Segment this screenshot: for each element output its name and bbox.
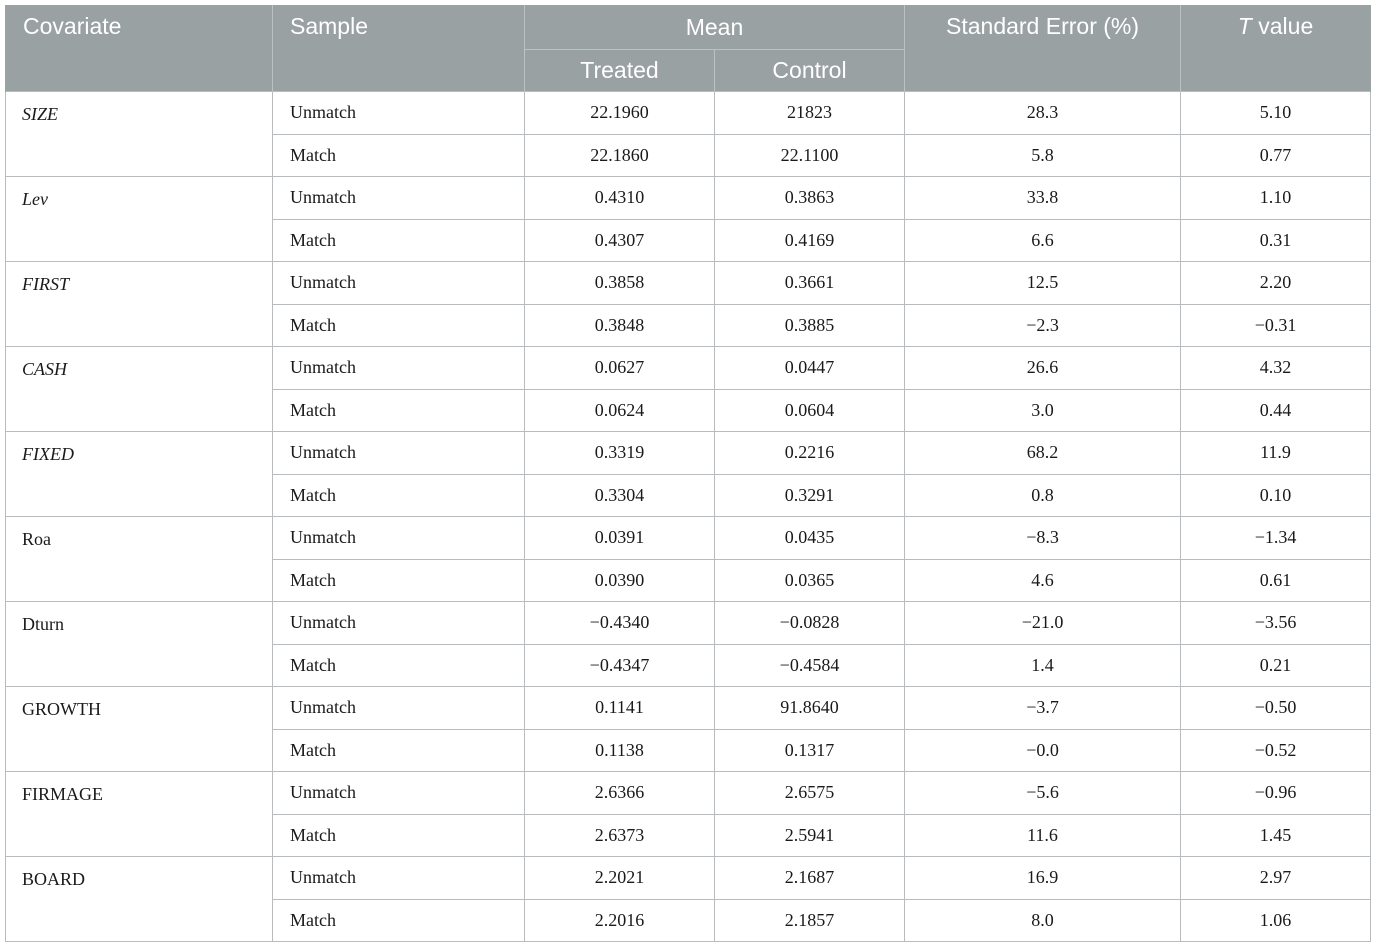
control-cell: 2.1857 <box>715 899 905 942</box>
t-value-cell: 0.31 <box>1181 219 1371 262</box>
t-value-cell: 2.20 <box>1181 262 1371 305</box>
header-t-value <box>1181 5 1371 92</box>
control-cell: 21823 <box>715 92 905 135</box>
control-cell: 2.5941 <box>715 814 905 857</box>
treated-cell: 0.0391 <box>525 517 715 560</box>
covariate-cell: FIXED <box>6 432 273 517</box>
header-standard-error: Standard Error (%) <box>905 5 1181 92</box>
treated-cell: 2.6373 <box>525 814 715 857</box>
control-cell: 0.2216 <box>715 432 905 475</box>
treated-cell: −0.4340 <box>525 602 715 645</box>
control-cell: 0.0447 <box>715 347 905 390</box>
standard-error-cell: 4.6 <box>905 559 1181 602</box>
t-value-cell: −0.96 <box>1181 772 1371 815</box>
control-cell: 0.3885 <box>715 304 905 347</box>
treated-cell: 0.3319 <box>525 432 715 475</box>
table-row-unmatch <box>6 772 1371 815</box>
covariate-cell: FIRMAGE <box>6 772 273 857</box>
treated-cell: 0.0627 <box>525 347 715 390</box>
treated-cell: 0.3858 <box>525 262 715 305</box>
sample-cell: Match <box>273 219 525 262</box>
sample-cell: Match <box>273 304 525 347</box>
table-row-unmatch <box>6 177 1371 220</box>
table-row-unmatch <box>6 857 1371 900</box>
covariate-cell: GROWTH <box>6 687 273 772</box>
treated-cell: 0.3304 <box>525 474 715 517</box>
sample-cell: Unmatch <box>273 772 525 815</box>
sample-cell: Match <box>273 814 525 857</box>
sample-cell: Unmatch <box>273 857 525 900</box>
covariate-cell: SIZE <box>6 92 273 177</box>
sample-cell: Match <box>273 474 525 517</box>
control-cell: 2.6575 <box>715 772 905 815</box>
covariate-cell: Dturn <box>6 602 273 687</box>
control-cell: 0.4169 <box>715 219 905 262</box>
treated-cell: 0.0390 <box>525 559 715 602</box>
t-value-cell: −3.56 <box>1181 602 1371 645</box>
header-t-letter: T <box>1237 13 1252 39</box>
covariate-cell: FIRST <box>6 262 273 347</box>
standard-error-cell: −21.0 <box>905 602 1181 645</box>
control-cell: 0.3291 <box>715 474 905 517</box>
covariate-cell: BOARD <box>6 857 273 942</box>
header-treated: Treated <box>525 50 715 92</box>
treated-cell: 22.1860 <box>525 134 715 177</box>
table-header <box>6 5 1371 92</box>
table-body <box>6 92 1371 942</box>
t-value-cell: −0.52 <box>1181 729 1371 772</box>
table-row-unmatch <box>6 602 1371 645</box>
treated-cell: 0.4307 <box>525 219 715 262</box>
control-cell: −0.0828 <box>715 602 905 645</box>
sample-cell: Unmatch <box>273 687 525 730</box>
treated-cell: 22.1960 <box>525 92 715 135</box>
header-sample: Sample <box>273 5 525 92</box>
sample-cell: Unmatch <box>273 92 525 135</box>
sample-cell: Unmatch <box>273 262 525 305</box>
sample-cell: Match <box>273 644 525 687</box>
sample-cell: Unmatch <box>273 517 525 560</box>
t-value-cell: 5.10 <box>1181 92 1371 135</box>
table-row-unmatch <box>6 432 1371 475</box>
t-value-cell: 11.9 <box>1181 432 1371 475</box>
control-cell: 0.0604 <box>715 389 905 432</box>
treated-cell: 2.2016 <box>525 899 715 942</box>
standard-error-cell: 16.9 <box>905 857 1181 900</box>
header-covariate: Covariate <box>6 5 273 92</box>
treated-cell: 2.2021 <box>525 857 715 900</box>
control-cell: 91.8640 <box>715 687 905 730</box>
table-row-unmatch <box>6 687 1371 730</box>
control-cell: 0.3661 <box>715 262 905 305</box>
table-row-unmatch <box>6 347 1371 390</box>
covariate-cell: Roa <box>6 517 273 602</box>
standard-error-cell: 5.8 <box>905 134 1181 177</box>
table-row-unmatch <box>6 517 1371 560</box>
control-cell: 0.0435 <box>715 517 905 560</box>
covariate-balance-table <box>5 5 1371 942</box>
control-cell: −0.4584 <box>715 644 905 687</box>
sample-cell: Unmatch <box>273 432 525 475</box>
t-value-cell: 0.21 <box>1181 644 1371 687</box>
t-value-cell: 1.10 <box>1181 177 1371 220</box>
t-value-cell: −0.50 <box>1181 687 1371 730</box>
control-cell: 0.0365 <box>715 559 905 602</box>
t-value-cell: 0.77 <box>1181 134 1371 177</box>
treated-cell: 2.6366 <box>525 772 715 815</box>
standard-error-cell: 26.6 <box>905 347 1181 390</box>
header-mean: Mean <box>525 5 905 50</box>
header-t-rest: value <box>1251 13 1314 39</box>
sample-cell: Match <box>273 729 525 772</box>
covariate-cell: Lev <box>6 177 273 262</box>
standard-error-cell: 6.6 <box>905 219 1181 262</box>
sample-cell: Match <box>273 389 525 432</box>
sample-cell: Match <box>273 899 525 942</box>
standard-error-cell: −8.3 <box>905 517 1181 560</box>
t-value-cell: 0.61 <box>1181 559 1371 602</box>
treated-cell: 0.3848 <box>525 304 715 347</box>
sample-cell: Unmatch <box>273 177 525 220</box>
covariate-balance-table-container <box>5 5 1370 942</box>
treated-cell: 0.0624 <box>525 389 715 432</box>
t-value-cell: 0.44 <box>1181 389 1371 432</box>
t-value-cell: −0.31 <box>1181 304 1371 347</box>
standard-error-cell: 1.4 <box>905 644 1181 687</box>
t-value-cell: 1.06 <box>1181 899 1371 942</box>
treated-cell: 0.4310 <box>525 177 715 220</box>
control-cell: 22.1100 <box>715 134 905 177</box>
standard-error-cell: −5.6 <box>905 772 1181 815</box>
header-control: Control <box>715 50 905 92</box>
standard-error-cell: −0.0 <box>905 729 1181 772</box>
standard-error-cell: 8.0 <box>905 899 1181 942</box>
control-cell: 0.1317 <box>715 729 905 772</box>
treated-cell: 0.1141 <box>525 687 715 730</box>
standard-error-cell: 0.8 <box>905 474 1181 517</box>
treated-cell: 0.1138 <box>525 729 715 772</box>
standard-error-cell: 3.0 <box>905 389 1181 432</box>
sample-cell: Unmatch <box>273 347 525 390</box>
standard-error-cell: 68.2 <box>905 432 1181 475</box>
table-row-unmatch <box>6 92 1371 135</box>
control-cell: 2.1687 <box>715 857 905 900</box>
t-value-cell: −1.34 <box>1181 517 1371 560</box>
sample-cell: Match <box>273 134 525 177</box>
standard-error-cell: 11.6 <box>905 814 1181 857</box>
t-value-cell: 4.32 <box>1181 347 1371 390</box>
t-value-cell: 0.10 <box>1181 474 1371 517</box>
table-row-unmatch <box>6 262 1371 305</box>
sample-cell: Match <box>273 559 525 602</box>
covariate-cell: CASH <box>6 347 273 432</box>
control-cell: 0.3863 <box>715 177 905 220</box>
treated-cell: −0.4347 <box>525 644 715 687</box>
standard-error-cell: 33.8 <box>905 177 1181 220</box>
standard-error-cell: −3.7 <box>905 687 1181 730</box>
t-value-cell: 2.97 <box>1181 857 1371 900</box>
standard-error-cell: 28.3 <box>905 92 1181 135</box>
sample-cell: Unmatch <box>273 602 525 645</box>
t-value-cell: 1.45 <box>1181 814 1371 857</box>
standard-error-cell: 12.5 <box>905 262 1181 305</box>
standard-error-cell: −2.3 <box>905 304 1181 347</box>
